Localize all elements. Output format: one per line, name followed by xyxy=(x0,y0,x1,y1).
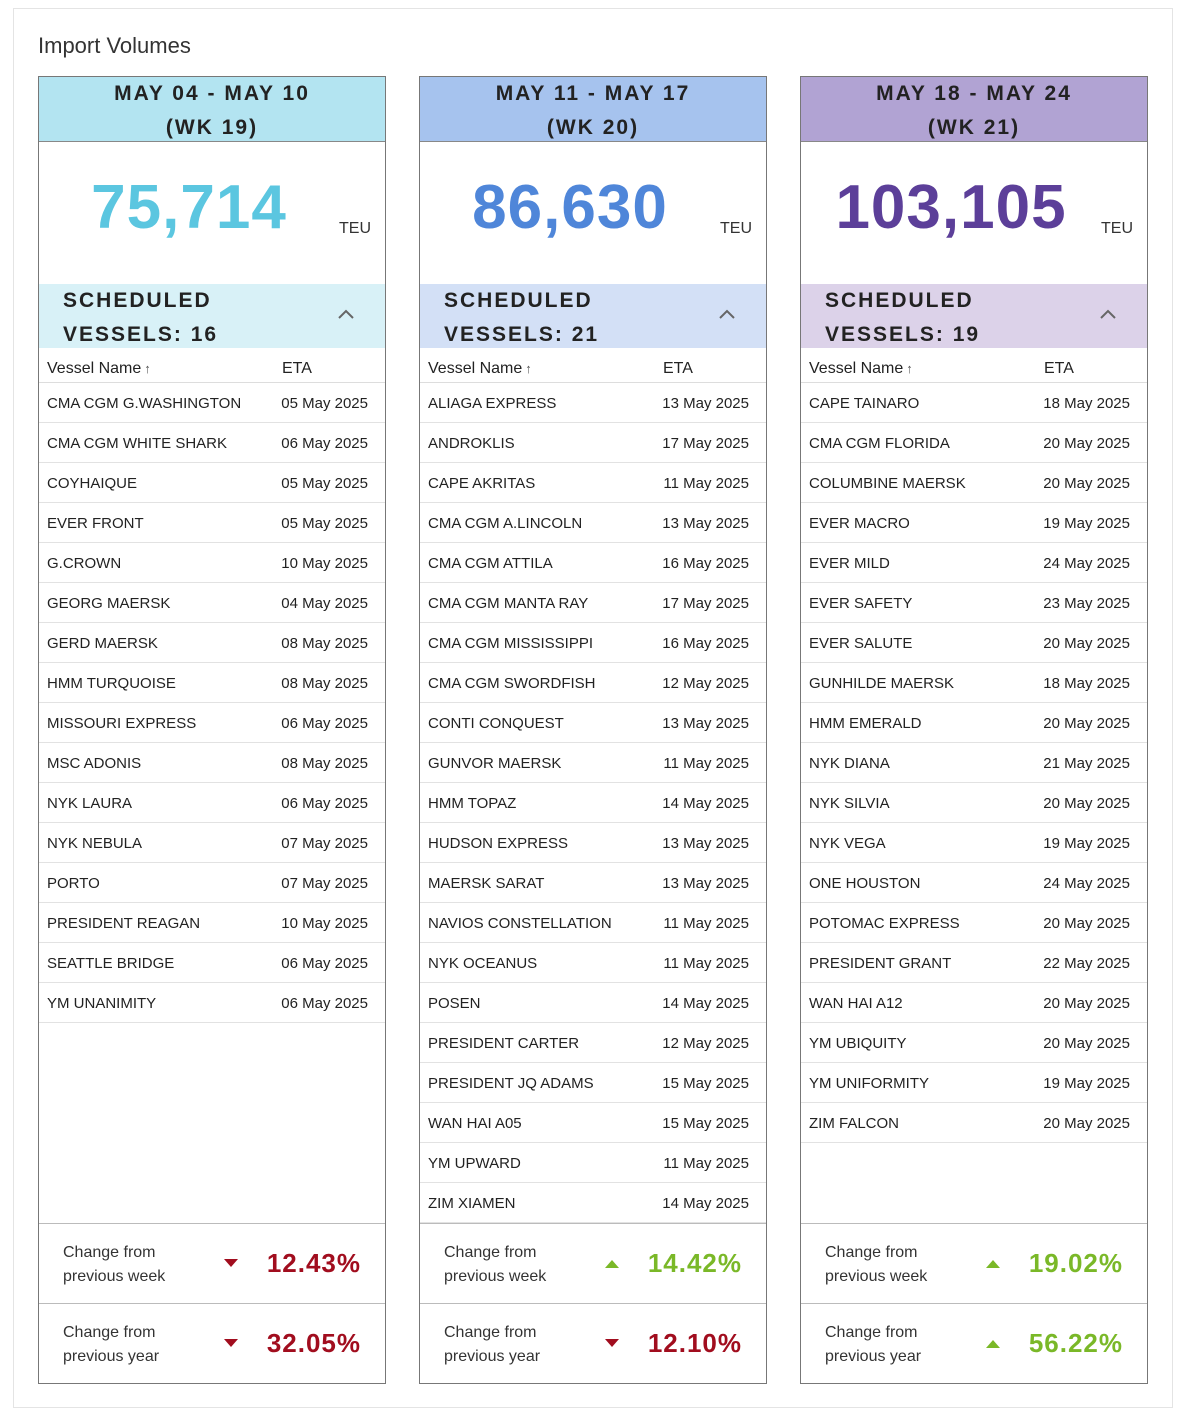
vessel-name-cell: PRESIDENT GRANT xyxy=(809,955,952,972)
vessel-name-cell: NYK OCEANUS xyxy=(428,955,538,972)
eta-cell: 11 May 2025 xyxy=(663,755,749,772)
change-summary xyxy=(801,1223,1147,1383)
change-label: Change from previous year xyxy=(444,1324,541,1365)
vessel-name-cell: NYK VEGA xyxy=(809,835,886,852)
change-label: Change from previous week xyxy=(825,1244,928,1285)
table-row[interactable] xyxy=(39,743,385,783)
change-label: Change from previous year xyxy=(825,1324,922,1365)
vessel-name-cell: HMM EMERALD xyxy=(809,715,922,732)
change-value: 12.43% xyxy=(266,1248,361,1278)
table-row[interactable] xyxy=(420,623,766,663)
column-header-eta[interactable]: ETA xyxy=(1044,360,1074,377)
vessel-name-cell: CMA CGM WHITE SHARK xyxy=(47,435,228,452)
chevron-up-icon[interactable] xyxy=(1099,306,1117,324)
table-row[interactable] xyxy=(801,903,1147,943)
column-header-label: Vessel Name xyxy=(809,360,904,377)
eta-cell: 16 May 2025 xyxy=(662,635,749,652)
sort-ascending-icon[interactable]: ↑ xyxy=(906,361,913,376)
eta-cell: 20 May 2025 xyxy=(1043,715,1130,732)
week-card xyxy=(38,76,386,1384)
vessel-name-cell: PORTO xyxy=(47,875,100,892)
eta-cell: 13 May 2025 xyxy=(662,715,749,732)
change-label: Change from previous week xyxy=(63,1244,166,1285)
vessel-name-cell: ANDROKLIS xyxy=(428,435,515,452)
vessel-name-cell: CMA CGM G.WASHINGTON xyxy=(47,395,242,412)
eta-cell: 11 May 2025 xyxy=(663,1155,749,1172)
eta-cell: 05 May 2025 xyxy=(281,515,368,532)
table-row[interactable] xyxy=(39,983,385,1023)
triangle-down-icon xyxy=(222,1256,240,1270)
vessel-name-cell: GUNVOR MAERSK xyxy=(428,755,562,772)
column-header-eta[interactable]: ETA xyxy=(663,360,693,377)
eta-cell: 14 May 2025 xyxy=(662,1195,749,1212)
eta-cell: 13 May 2025 xyxy=(662,875,749,892)
vessel-name-cell: ZIM XIAMEN xyxy=(428,1195,516,1212)
table-row[interactable] xyxy=(420,1023,766,1063)
eta-cell: 05 May 2025 xyxy=(281,395,368,412)
sort-ascending-icon[interactable]: ↑ xyxy=(144,361,151,376)
eta-cell: 08 May 2025 xyxy=(281,755,368,772)
eta-cell: 04 May 2025 xyxy=(281,595,368,612)
week-header xyxy=(420,77,766,142)
table-row[interactable] xyxy=(801,703,1147,743)
eta-cell: 20 May 2025 xyxy=(1043,475,1130,492)
eta-cell: 13 May 2025 xyxy=(662,515,749,532)
table-row[interactable] xyxy=(420,583,766,623)
scheduled-vessels-label: SCHEDULED xyxy=(63,289,212,312)
week-number: (WK 20) xyxy=(546,116,640,139)
table-row[interactable] xyxy=(39,903,385,943)
vessel-name-cell: POTOMAC EXPRESS xyxy=(809,915,960,932)
page-title: Import Volumes xyxy=(38,33,191,58)
teu-block xyxy=(801,142,1147,284)
triangle-down-icon xyxy=(222,1336,240,1350)
column-header-vessel-name[interactable] xyxy=(428,360,532,378)
table-row[interactable] xyxy=(39,663,385,703)
eta-cell: 11 May 2025 xyxy=(663,475,749,492)
vessel-name-cell: HMM TURQUOISE xyxy=(47,675,176,692)
eta-cell: 19 May 2025 xyxy=(1043,1075,1130,1092)
vessel-name-cell: EVER SAFETY xyxy=(809,595,913,612)
vessel-name-cell: EVER MACRO xyxy=(809,515,910,532)
table-row[interactable] xyxy=(801,623,1147,663)
table-row[interactable] xyxy=(801,1103,1147,1143)
table-row[interactable] xyxy=(39,703,385,743)
table-row[interactable] xyxy=(39,623,385,663)
table-row[interactable] xyxy=(801,463,1147,503)
table-row[interactable] xyxy=(420,783,766,823)
column-header-label: Vessel Name xyxy=(428,360,523,377)
vessel-name-cell: NYK NEBULA xyxy=(47,835,143,852)
vessel-name-cell: CMA CGM SWORDFISH xyxy=(428,675,596,692)
table-row[interactable] xyxy=(39,863,385,903)
table-row[interactable] xyxy=(420,663,766,703)
teu-unit: TEU xyxy=(1101,220,1133,237)
teu-value: 75,714 xyxy=(91,173,287,242)
table-row[interactable] xyxy=(801,743,1147,783)
table-row[interactable] xyxy=(420,1063,766,1103)
vessel-name-cell: WAN HAI A05 xyxy=(428,1115,522,1132)
table-row[interactable] xyxy=(39,383,385,423)
table-row[interactable] xyxy=(420,823,766,863)
eta-cell: 08 May 2025 xyxy=(281,675,368,692)
scheduled-vessels-toggle[interactable] xyxy=(801,284,1147,348)
week-card xyxy=(800,76,1148,1384)
table-row[interactable] xyxy=(801,383,1147,423)
vessel-name-cell: PRESIDENT JQ ADAMS xyxy=(428,1075,594,1092)
vessel-name-cell: PRESIDENT REAGAN xyxy=(47,915,201,932)
table-row[interactable] xyxy=(39,503,385,543)
vessel-name-cell: PRESIDENT CARTER xyxy=(428,1035,580,1052)
change-value: 32.05% xyxy=(266,1328,361,1358)
eta-cell: 12 May 2025 xyxy=(662,1035,749,1052)
week-date-range: MAY 11 - MAY 17 xyxy=(495,82,691,105)
vessel-name-cell: NYK LAURA xyxy=(47,795,133,812)
vessel-name-cell: YM UNIFORMITY xyxy=(809,1075,929,1092)
teu-block xyxy=(39,142,385,284)
table-row[interactable] xyxy=(801,1063,1147,1103)
change-previous-week xyxy=(39,1223,385,1303)
vessel-name-cell: CMA CGM A.LINCOLN xyxy=(428,515,583,532)
table-row[interactable] xyxy=(801,423,1147,463)
eta-cell: 20 May 2025 xyxy=(1043,795,1130,812)
eta-cell: 17 May 2025 xyxy=(662,435,749,452)
vessel-name-cell: ONE HOUSTON xyxy=(809,875,921,892)
table-row[interactable] xyxy=(420,863,766,903)
change-previous-week xyxy=(801,1223,1147,1303)
table-row[interactable] xyxy=(39,583,385,623)
column-header-vessel-name[interactable] xyxy=(809,360,913,378)
vessel-name-cell: YM UNANIMITY xyxy=(47,995,157,1012)
vessel-name-cell: ZIM FALCON xyxy=(809,1115,900,1132)
change-value: 56.22% xyxy=(1028,1328,1123,1358)
scheduled-vessels-count: VESSELS: 16 xyxy=(63,323,219,346)
table-row[interactable] xyxy=(801,863,1147,903)
vessel-name-cell: EVER SALUTE xyxy=(809,635,913,652)
table-row[interactable] xyxy=(801,543,1147,583)
eta-cell: 06 May 2025 xyxy=(281,995,368,1012)
table-row[interactable] xyxy=(420,983,766,1023)
eta-cell: 18 May 2025 xyxy=(1043,395,1130,412)
vessel-name-cell: GUNHILDE MAERSK xyxy=(809,675,955,692)
table-row[interactable] xyxy=(420,423,766,463)
teu-block xyxy=(420,142,766,284)
change-value: 19.02% xyxy=(1028,1248,1123,1278)
vessel-name-cell: POSEN xyxy=(428,995,481,1012)
scheduled-vessels-count: VESSELS: 21 xyxy=(444,323,600,346)
scheduled-vessels-toggle[interactable] xyxy=(420,284,766,348)
vessel-name-cell: MISSOURI EXPRESS xyxy=(47,715,197,732)
eta-cell: 17 May 2025 xyxy=(662,595,749,612)
triangle-down-icon xyxy=(603,1336,621,1350)
change-value: 14.42% xyxy=(647,1248,742,1278)
vessel-name-cell: GERD MAERSK xyxy=(47,635,158,652)
eta-cell: 07 May 2025 xyxy=(281,835,368,852)
table-row[interactable] xyxy=(420,1183,766,1223)
sort-ascending-icon[interactable]: ↑ xyxy=(525,361,532,376)
change-previous-year xyxy=(420,1303,766,1383)
teu-value: 103,105 xyxy=(835,173,1067,242)
eta-cell: 14 May 2025 xyxy=(662,795,749,812)
eta-cell: 15 May 2025 xyxy=(662,1115,749,1132)
vessel-name-cell: CMA CGM MANTA RAY xyxy=(428,595,589,612)
week-date-range: MAY 18 - MAY 24 xyxy=(876,82,1072,105)
vessel-name-cell: HMM TOPAZ xyxy=(428,795,517,812)
table-row[interactable] xyxy=(39,943,385,983)
table-row[interactable] xyxy=(420,943,766,983)
eta-cell: 24 May 2025 xyxy=(1043,555,1130,572)
table-row[interactable] xyxy=(801,663,1147,703)
teu-unit: TEU xyxy=(339,220,371,237)
week-header xyxy=(39,77,385,142)
table-row[interactable] xyxy=(420,463,766,503)
week-card xyxy=(419,76,767,1384)
eta-cell: 14 May 2025 xyxy=(662,995,749,1012)
vessel-name-cell: EVER MILD xyxy=(809,555,890,572)
change-previous-week xyxy=(420,1223,766,1303)
table-row[interactable] xyxy=(801,823,1147,863)
eta-cell: 10 May 2025 xyxy=(281,915,368,932)
eta-cell: 19 May 2025 xyxy=(1043,515,1130,532)
vessel-name-cell: MSC ADONIS xyxy=(47,755,142,772)
table-row[interactable] xyxy=(39,463,385,503)
vessel-name-cell: ALIAGA EXPRESS xyxy=(428,395,557,412)
table-row[interactable] xyxy=(801,583,1147,623)
scheduled-vessels-label: SCHEDULED xyxy=(825,289,974,312)
vessel-name-cell: EVER FRONT xyxy=(47,515,144,532)
change-label: Change from previous year xyxy=(63,1324,160,1365)
vessel-name-cell: YM UBIQUITY xyxy=(809,1035,907,1052)
triangle-up-icon xyxy=(984,1256,1002,1270)
eta-cell: 05 May 2025 xyxy=(281,475,368,492)
eta-cell: 08 May 2025 xyxy=(281,635,368,652)
week-number: (WK 19) xyxy=(165,116,259,139)
column-header-eta[interactable]: ETA xyxy=(282,360,312,377)
eta-cell: 20 May 2025 xyxy=(1043,435,1130,452)
eta-cell: 06 May 2025 xyxy=(281,715,368,732)
table-row[interactable] xyxy=(420,543,766,583)
table-row[interactable] xyxy=(39,783,385,823)
eta-cell: 06 May 2025 xyxy=(281,435,368,452)
eta-cell: 23 May 2025 xyxy=(1043,595,1130,612)
eta-cell: 11 May 2025 xyxy=(663,955,749,972)
scheduled-vessels-count: VESSELS: 19 xyxy=(825,323,981,346)
table-header xyxy=(801,348,1147,383)
change-previous-year xyxy=(801,1303,1147,1383)
change-summary xyxy=(39,1223,385,1383)
eta-cell: 20 May 2025 xyxy=(1043,1035,1130,1052)
eta-cell: 19 May 2025 xyxy=(1043,835,1130,852)
scheduled-vessels-toggle[interactable] xyxy=(39,284,385,348)
change-value: 12.10% xyxy=(647,1328,742,1358)
week-number: (WK 21) xyxy=(927,116,1021,139)
table-row[interactable] xyxy=(801,1023,1147,1063)
table-row[interactable] xyxy=(801,943,1147,983)
eta-cell: 11 May 2025 xyxy=(663,915,749,932)
vessel-name-cell: CAPE TAINARO xyxy=(809,395,920,412)
vessel-name-cell: CAPE AKRITAS xyxy=(428,475,536,492)
table-row[interactable] xyxy=(420,1143,766,1183)
eta-cell: 21 May 2025 xyxy=(1043,755,1130,772)
vessel-name-cell: WAN HAI A12 xyxy=(809,995,903,1012)
table-row[interactable] xyxy=(801,983,1147,1023)
change-summary xyxy=(420,1223,766,1383)
chevron-up-icon[interactable] xyxy=(337,306,355,324)
table-row[interactable] xyxy=(420,903,766,943)
week-date-range: MAY 04 - MAY 10 xyxy=(114,82,310,105)
table-header xyxy=(420,348,766,383)
vessel-name-cell: HUDSON EXPRESS xyxy=(428,835,569,852)
vessel-name-cell: SEATTLE BRIDGE xyxy=(47,955,175,972)
table-row[interactable] xyxy=(801,783,1147,823)
vessel-name-cell: GEORG MAERSK xyxy=(47,595,171,612)
column-header-label: Vessel Name xyxy=(47,360,142,377)
vessel-name-cell: COLUMBINE MAERSK xyxy=(809,475,966,492)
eta-cell: 20 May 2025 xyxy=(1043,995,1130,1012)
eta-cell: 15 May 2025 xyxy=(662,1075,749,1092)
table-row[interactable] xyxy=(420,743,766,783)
week-header xyxy=(801,77,1147,142)
vessel-name-cell: COYHAIQUE xyxy=(47,475,138,492)
vessel-name-cell: G.CROWN xyxy=(47,555,122,572)
table-row[interactable] xyxy=(420,1103,766,1143)
eta-cell: 24 May 2025 xyxy=(1043,875,1130,892)
eta-cell: 18 May 2025 xyxy=(1043,675,1130,692)
eta-cell: 07 May 2025 xyxy=(281,875,368,892)
triangle-up-icon xyxy=(984,1336,1002,1350)
eta-cell: 13 May 2025 xyxy=(662,835,749,852)
table-row[interactable] xyxy=(420,503,766,543)
scheduled-vessels-label: SCHEDULED xyxy=(444,289,593,312)
triangle-up-icon xyxy=(603,1256,621,1270)
change-label: Change from previous week xyxy=(444,1244,547,1285)
vessel-name-cell: CMA CGM ATTILA xyxy=(428,555,553,572)
vessel-name-cell: NAVIOS CONSTELLATION xyxy=(428,915,612,932)
change-previous-year xyxy=(39,1303,385,1383)
eta-cell: 06 May 2025 xyxy=(281,795,368,812)
table-row[interactable] xyxy=(420,383,766,423)
vessel-name-cell: YM UPWARD xyxy=(428,1155,521,1172)
table-row[interactable] xyxy=(801,503,1147,543)
table-header xyxy=(39,348,385,383)
table-row[interactable] xyxy=(39,543,385,583)
eta-cell: 10 May 2025 xyxy=(281,555,368,572)
eta-cell: 20 May 2025 xyxy=(1043,1115,1130,1132)
vessel-name-cell: NYK SILVIA xyxy=(809,795,890,812)
teu-unit: TEU xyxy=(720,220,752,237)
eta-cell: 12 May 2025 xyxy=(662,675,749,692)
vessel-name-cell: MAERSK SARAT xyxy=(428,875,545,892)
table-row[interactable] xyxy=(420,703,766,743)
eta-cell: 16 May 2025 xyxy=(662,555,749,572)
vessel-name-cell: CONTI CONQUEST xyxy=(428,715,564,732)
table-row[interactable] xyxy=(39,823,385,863)
table-row[interactable] xyxy=(39,423,385,463)
vessel-name-cell: CMA CGM MISSISSIPPI xyxy=(428,635,594,652)
eta-cell: 22 May 2025 xyxy=(1043,955,1130,972)
teu-value: 86,630 xyxy=(472,173,668,242)
eta-cell: 13 May 2025 xyxy=(662,395,749,412)
eta-cell: 20 May 2025 xyxy=(1043,915,1130,932)
column-header-vessel-name[interactable] xyxy=(47,360,151,378)
chevron-up-icon[interactable] xyxy=(718,306,736,324)
eta-cell: 06 May 2025 xyxy=(281,955,368,972)
vessel-name-cell: NYK DIANA xyxy=(809,755,890,772)
eta-cell: 20 May 2025 xyxy=(1043,635,1130,652)
vessel-name-cell: CMA CGM FLORIDA xyxy=(809,435,950,452)
